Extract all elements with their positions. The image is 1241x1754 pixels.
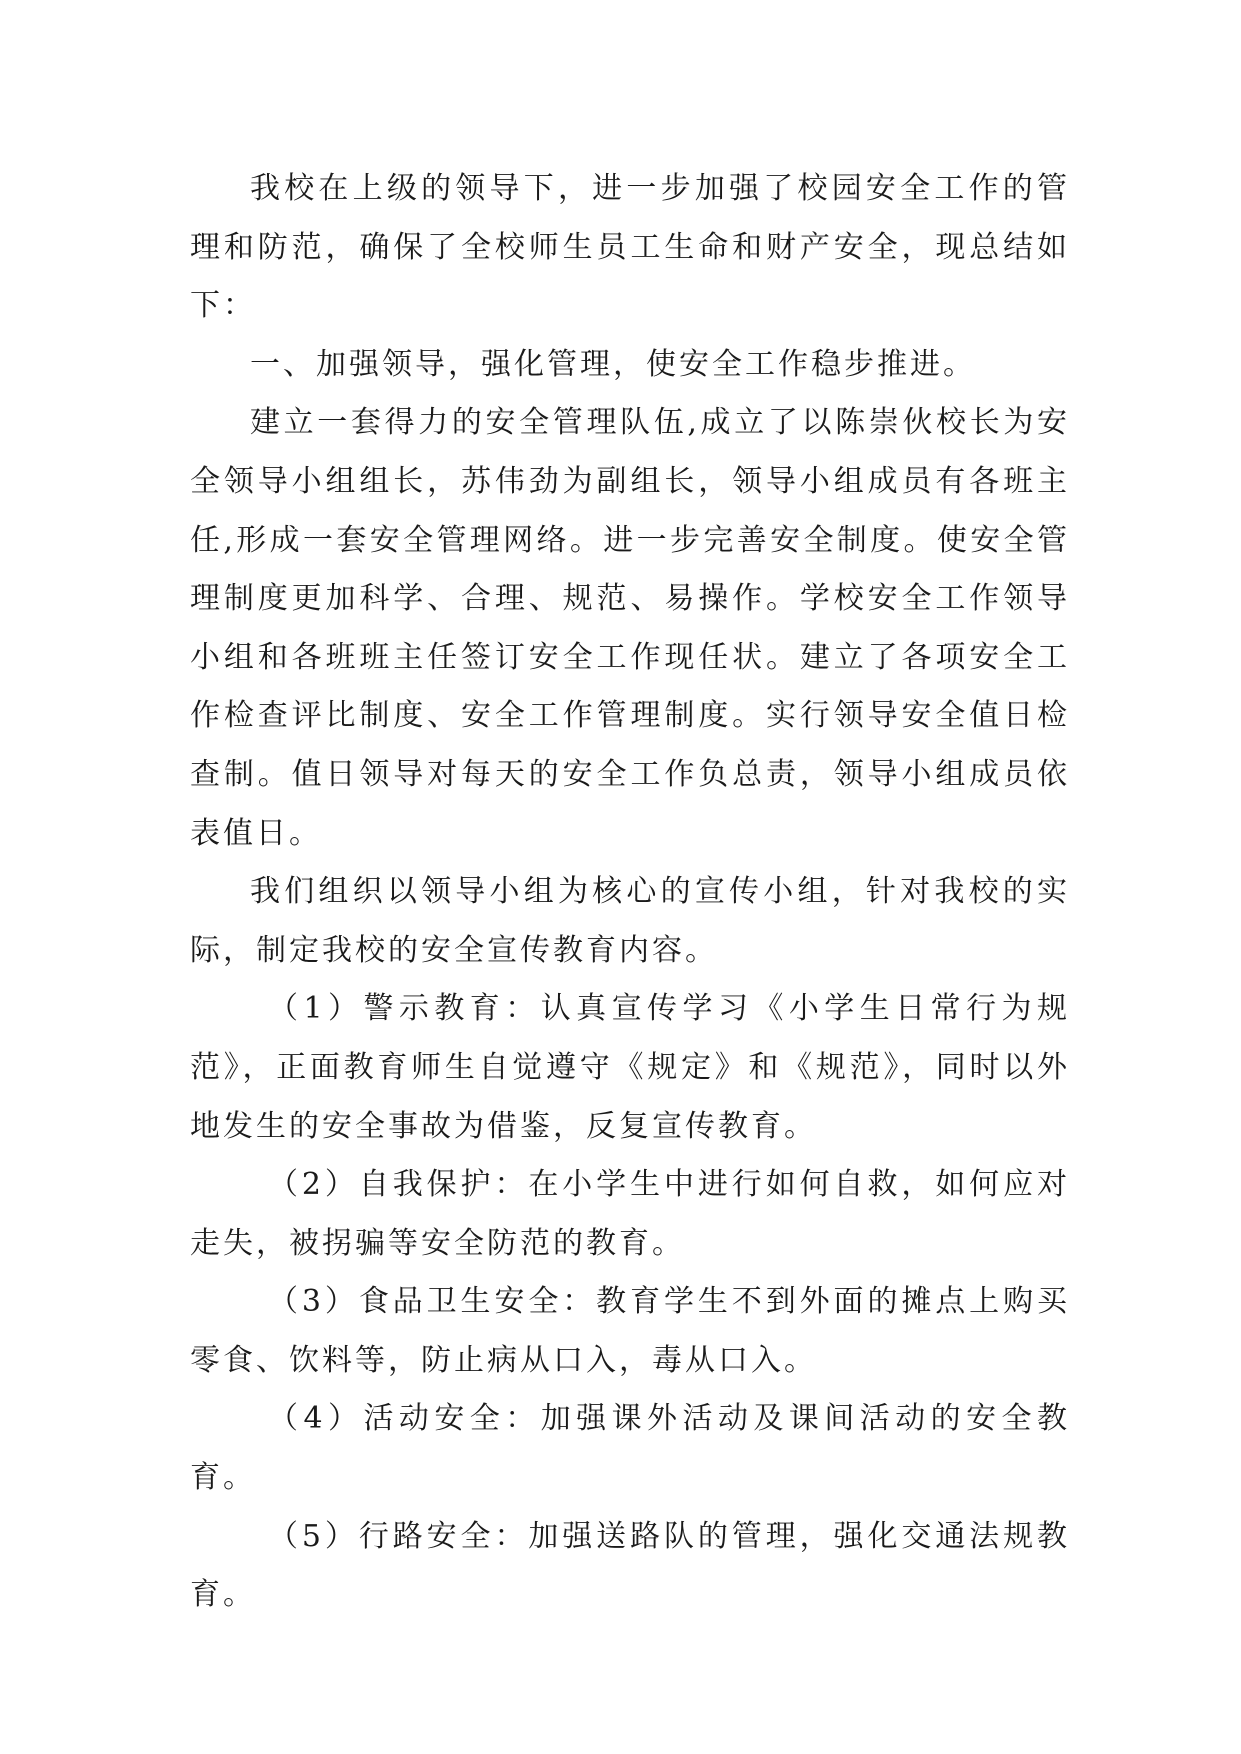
intro-paragraph: 我校在上级的领导下，进一步加强了校园安全工作的管理和防范，确保了全校师生员工生命和财产安全，现总结如下：: [190, 171, 1070, 324]
publicity-paragraph: 我们组织以领导小组为核心的宣传小组，针对我校的实际，制定我校的安全宣传教育内容。: [190, 874, 1070, 968]
list-item-food-safety: （3）食品卫生安全：教育学生不到外面的摊点上购买零食、饮料等，防止病从口入，毒从口入。: [190, 1284, 1070, 1378]
document-body: [190, 160, 1070, 1625]
list-item-self-protection: （2）自我保护：在小学生中进行如何自救，如何应对走失，被拐骗等安全防范的教育。: [190, 1167, 1070, 1261]
list-item-activity-safety: （4）活动安全：加强课外活动及课间活动的安全教育。: [190, 1401, 1070, 1496]
management-paragraph: 建立一套得力的安全管理队伍,成立了以陈崇伙校长为安全领导小组组长，苏伟劲为副组长，领导小组成员有各班主任,形成一套安全管理网络。进一步完善安全制度。使安全管理制度更加科学、合理、规范、易操作。学校安全工作领导小组和各班班主任签订安全工作现任状。建立了各项安全工作检查评比制度、安全工作管理制度。实行领导安全值日检查制。值日领导对每天的安全工作负总责，领导小组成员依表值日。: [190, 405, 1070, 851]
list-item-warning-education: （1）警示教育：认真宣传学习《小学生日常行为规范》，正面教育师生自觉遵守《规定》和《规范》，同时以外地发生的安全事故为借鉴，反复宣传教育。: [190, 991, 1070, 1144]
list-item-road-safety: （5）行路安全：加强送路队的管理，强化交通法规教育。: [190, 1518, 1070, 1613]
section-heading: 一、加强领导，强化管理，使安全工作稳步推进。: [250, 346, 976, 382]
